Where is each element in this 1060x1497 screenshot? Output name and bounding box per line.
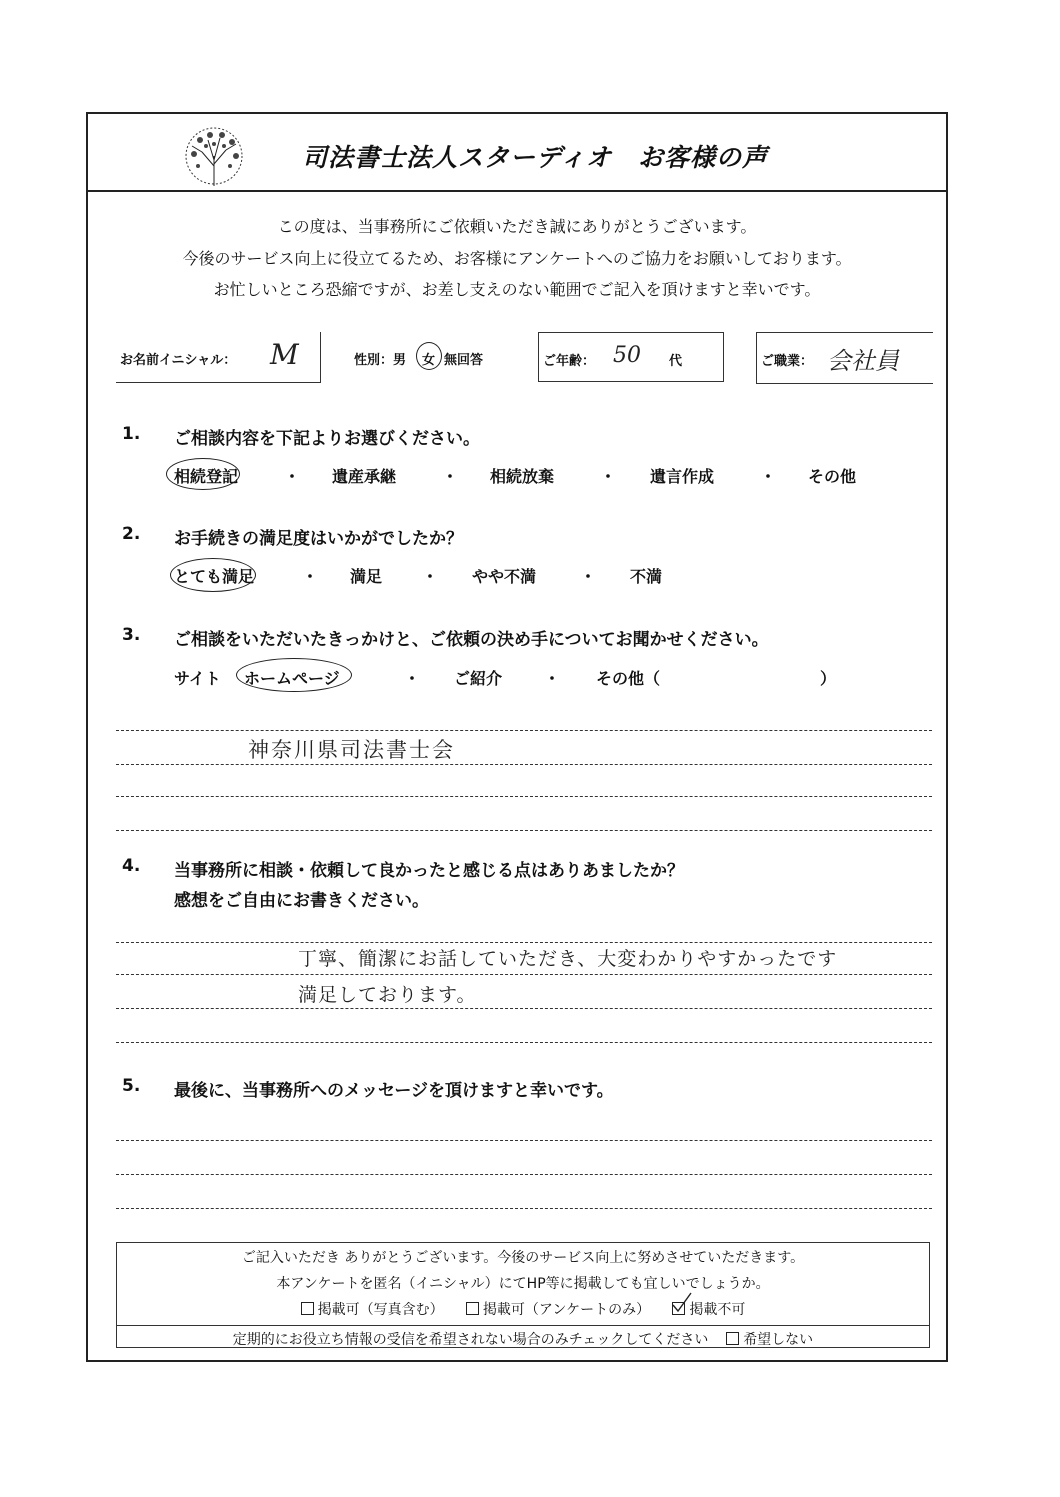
consent-option-survey-label: 掲載可（アンケートのみ） bbox=[482, 1302, 651, 1318]
q1-option-souzoku-houki[interactable]: 相続放棄 bbox=[490, 467, 555, 486]
footer-divider bbox=[117, 1325, 929, 1326]
intro-line-2: 今後のサービス向上に役立てるため、お客様にアンケートへのご協力をお願いしております。 bbox=[182, 249, 852, 268]
consent-option-no[interactable] bbox=[672, 1302, 745, 1318]
q1-question: ご相談内容を下記よりお選びください。 bbox=[174, 429, 480, 449]
footer-consent-options bbox=[117, 1299, 929, 1319]
q4-question: 当事務所に相談・依頼して良かったと感じる点はありあましたか？ bbox=[174, 861, 684, 881]
form-header bbox=[88, 114, 946, 192]
checkbox-icon[interactable] bbox=[726, 1332, 739, 1345]
q4-answer-line bbox=[116, 974, 932, 975]
q4-answer-text-1[interactable]: 丁寧、簡潔にお話していただき、大変わかりやすかったです bbox=[298, 948, 838, 970]
separator: ・ bbox=[760, 467, 777, 486]
q4-answer-line bbox=[116, 942, 932, 943]
checkbox-checked-icon[interactable] bbox=[672, 1302, 685, 1315]
consent-option-photo[interactable] bbox=[301, 1302, 444, 1318]
separator: ・ bbox=[600, 467, 617, 486]
q1-option-souzoku-touki[interactable]: 相続登記 bbox=[174, 467, 239, 486]
q3-option-referral[interactable]: ご紹介 bbox=[454, 669, 503, 688]
q5-answer-line[interactable] bbox=[116, 1174, 932, 1175]
form-title: 司法書士法人スターディオ お客様の声 bbox=[302, 143, 769, 172]
q2-question: お手続きの満足度はいかがでしたか？ bbox=[174, 529, 463, 549]
q4-number: 4. bbox=[122, 856, 141, 876]
gender-field[interactable] bbox=[348, 332, 508, 382]
footer-consent-question: 本アンケートを匿名（イニシャル）にてHP等に掲載しても宜しいでしょうか。 bbox=[276, 1276, 770, 1292]
q1-option-yuigon[interactable]: 遺言作成 bbox=[650, 467, 715, 486]
q3-number: 3. bbox=[122, 625, 141, 645]
q2-option-somewhat-dissatisfied[interactable]: やや不満 bbox=[472, 567, 537, 586]
checkbox-icon[interactable] bbox=[466, 1302, 479, 1315]
checkbox-icon[interactable] bbox=[301, 1302, 314, 1315]
gender-none-option[interactable]: 無回答 bbox=[444, 353, 484, 368]
q1-number: 1. bbox=[122, 424, 141, 444]
q5-answer-line[interactable] bbox=[116, 1140, 932, 1141]
newsletter-optout-label: 希望しない bbox=[743, 1332, 814, 1348]
newsletter-optout[interactable] bbox=[726, 1332, 813, 1348]
q3-selected-circle bbox=[236, 658, 352, 692]
intro-line-1: この度は、当事務所にご依頼いただき誠にありがとうございます。 bbox=[277, 217, 757, 236]
separator: ・ bbox=[284, 467, 301, 486]
q4-answer-line bbox=[116, 1008, 932, 1009]
separator: ・ bbox=[422, 567, 439, 586]
age-field[interactable] bbox=[538, 332, 724, 382]
q3-option-other[interactable]: その他（ bbox=[596, 669, 661, 688]
q5-number: 5. bbox=[122, 1076, 141, 1096]
separator: ・ bbox=[404, 669, 421, 688]
intro-line-3: お忙しいところ恐縮ですが、お差し支えのない範囲でご記入を頂けますと幸いです。 bbox=[213, 280, 821, 299]
q4-question-sub: 感想をご自由にお書きください。 bbox=[174, 891, 429, 911]
newsletter-instructions: 定期的にお役立ち情報の受信を希望されない場合のみチェックしてください bbox=[232, 1332, 709, 1348]
tree-logo-icon bbox=[180, 126, 248, 194]
separator: ・ bbox=[544, 669, 561, 688]
job-value: 会社員 bbox=[827, 347, 899, 375]
age-suffix: 代 bbox=[669, 354, 683, 369]
q3-other-close-paren: ） bbox=[820, 669, 837, 688]
age-label: ご年齢： bbox=[543, 354, 596, 369]
q4-answer-line bbox=[116, 1042, 932, 1043]
q3-answer-line bbox=[116, 764, 932, 765]
footer-newsletter bbox=[117, 1329, 929, 1349]
consent-option-photo-label: 掲載可（写真含む） bbox=[317, 1302, 444, 1318]
initial-value: M bbox=[270, 338, 299, 371]
job-label: ご職業： bbox=[761, 354, 814, 369]
q3-question: ご相談をいただいたきっかけと、ご依頼の決め手についてお聞かせください。 bbox=[174, 630, 769, 650]
customer-info-row bbox=[116, 332, 934, 382]
q3-option-homepage[interactable]: ホームページ bbox=[244, 669, 340, 688]
consent-option-survey[interactable] bbox=[466, 1302, 650, 1318]
separator: ・ bbox=[580, 567, 597, 586]
footer-consent-box bbox=[116, 1242, 930, 1348]
separator: ・ bbox=[302, 567, 319, 586]
survey-form bbox=[86, 112, 948, 1362]
q4-answer-text-2[interactable]: 満足しております。 bbox=[298, 984, 477, 1006]
q1-selected-circle bbox=[166, 458, 240, 490]
q3-answer-text[interactable]: 神奈川県司法書士会 bbox=[248, 738, 455, 762]
q1-option-isan-shoukei[interactable]: 遺産承継 bbox=[332, 467, 397, 486]
q2-option-satisfied[interactable]: 満足 bbox=[350, 567, 383, 586]
q3-answer-line bbox=[116, 730, 932, 731]
q2-option-very-satisfied[interactable]: とても満足 bbox=[174, 567, 255, 586]
footer-thanks: ご記入いただき ありがとうございます。今後のサービス向上に努めさせていただきます。 bbox=[241, 1250, 805, 1266]
job-field[interactable] bbox=[756, 332, 933, 384]
q3-answer-line bbox=[116, 830, 932, 831]
q5-answer-line[interactable] bbox=[116, 1208, 932, 1209]
age-value: 50 bbox=[613, 343, 641, 368]
gender-female-option[interactable]: 女 bbox=[422, 353, 436, 368]
initial-field[interactable] bbox=[116, 332, 321, 383]
gender-selected-circle bbox=[416, 342, 442, 370]
q1-option-other[interactable]: その他 bbox=[808, 467, 857, 486]
separator: ・ bbox=[442, 467, 459, 486]
q5-question: 最後に、当事務所へのメッセージを頂けますと幸いです。 bbox=[174, 1081, 614, 1101]
q3-answer-line bbox=[116, 796, 932, 797]
q2-option-dissatisfied[interactable]: 不満 bbox=[630, 567, 663, 586]
initial-label: お名前イニシャル： bbox=[120, 353, 237, 368]
q3-option-site[interactable]: サイト bbox=[174, 669, 221, 688]
gender-label: 性別：男 bbox=[354, 353, 407, 368]
q2-selected-circle bbox=[170, 558, 256, 592]
q2-number: 2. bbox=[122, 524, 141, 544]
consent-option-no-label: 掲載不可 bbox=[689, 1302, 746, 1318]
